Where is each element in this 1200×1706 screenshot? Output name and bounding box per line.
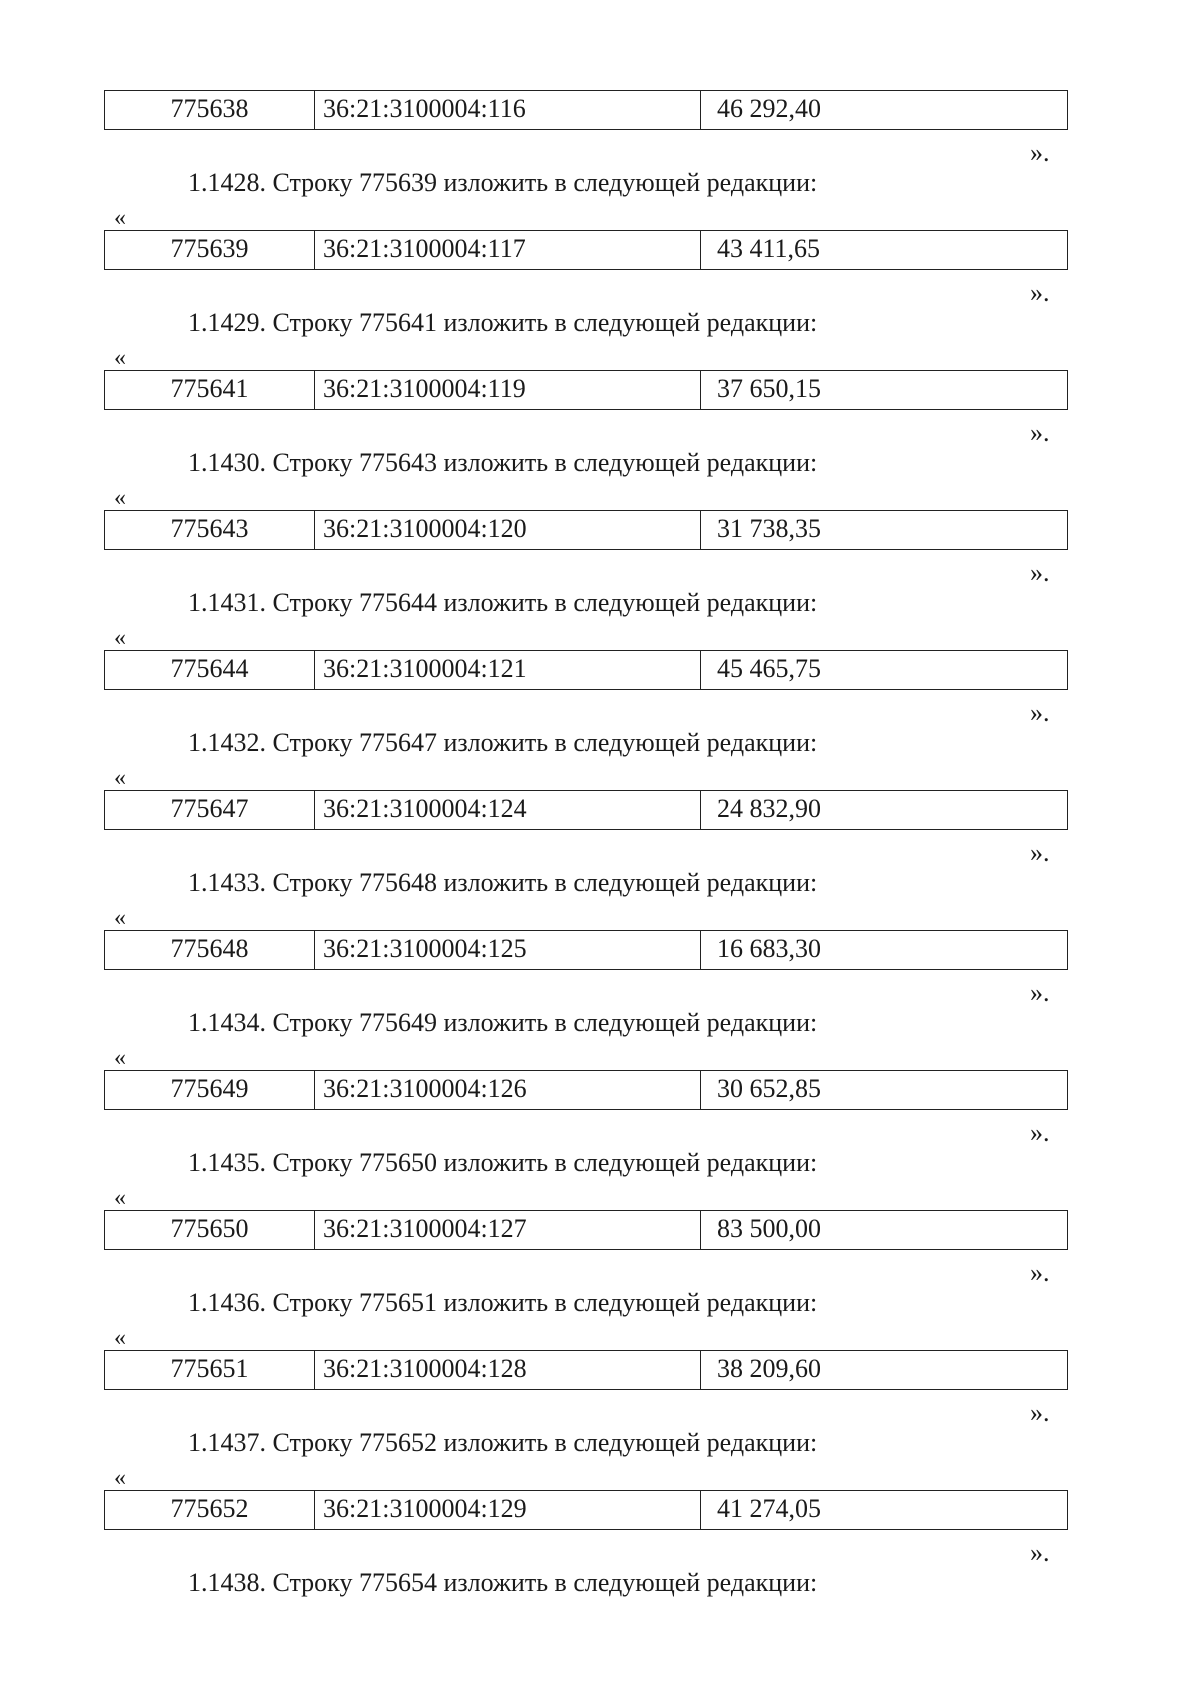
cadastral-number: 36:21:3100004:126 (315, 1071, 701, 1109)
cadastral-number: 36:21:3100004:117 (315, 231, 701, 269)
cadastral-value: 46 292,40 (717, 94, 821, 123)
row-number: 775644 (105, 651, 315, 689)
cadastral-value: 37 650,15 (717, 374, 821, 403)
cadastral-number: 36:21:3100004:124 (315, 791, 701, 829)
instruction-text: 1.1429. Строку 775641 изложить в следующей редакции: (188, 308, 818, 337)
instruction-text: 1.1432. Строку 775647 изложить в следующей редакции: (188, 728, 818, 757)
row-number: 775638 (105, 91, 315, 129)
row-number: 775650 (105, 1211, 315, 1249)
open-quote: « (114, 205, 126, 231)
cadastral-value: 43 411,65 (717, 234, 821, 263)
cadastral-number: 36:21:3100004:121 (315, 651, 701, 689)
open-quote: « (114, 765, 126, 791)
instruction-text: 1.1434. Строку 775649 изложить в следующей редакции: (188, 1008, 818, 1037)
cadastral-number: 36:21:3100004:116 (315, 91, 701, 129)
table-row (104, 1210, 1068, 1250)
close-quote: ». (1030, 1118, 1050, 1147)
open-quote: « (114, 1185, 126, 1211)
row-number: 775643 (105, 511, 315, 549)
table-row (104, 1350, 1068, 1390)
close-quote: ». (1030, 1258, 1050, 1287)
close-quote: ». (1030, 138, 1050, 167)
cadastral-value: 31 738,35 (717, 514, 821, 543)
cadastral-value: 30 652,85 (717, 1074, 821, 1103)
table-row (104, 510, 1068, 550)
close-quote: ». (1030, 418, 1050, 447)
close-quote: ». (1030, 838, 1050, 867)
instruction-text: 1.1433. Строку 775648 изложить в следующей редакции: (188, 868, 818, 897)
row-number: 775649 (105, 1071, 315, 1109)
cadastral-value: 83 500,00 (717, 1214, 821, 1243)
row-number: 775641 (105, 371, 315, 409)
instruction-text: 1.1430. Строку 775643 изложить в следующей редакции: (188, 448, 818, 477)
close-quote: ». (1030, 558, 1050, 587)
cadastral-value: 16 683,30 (717, 934, 821, 963)
close-quote: ». (1030, 278, 1050, 307)
cadastral-number: 36:21:3100004:120 (315, 511, 701, 549)
table-row (104, 90, 1068, 130)
table-row (104, 1070, 1068, 1110)
table-row (104, 370, 1068, 410)
table-row (104, 230, 1068, 270)
open-quote: « (114, 905, 126, 931)
row-number: 775639 (105, 231, 315, 269)
open-quote: « (114, 1045, 126, 1071)
instruction-text: 1.1428. Строку 775639 изложить в следующей редакции: (188, 168, 818, 197)
table-row (104, 930, 1068, 970)
cadastral-value: 38 209,60 (717, 1354, 821, 1383)
instruction-text: 1.1437. Строку 775652 изложить в следующей редакции: (188, 1428, 818, 1457)
table-row (104, 650, 1068, 690)
close-quote: ». (1030, 1398, 1050, 1427)
instruction-text: 1.1438. Строку 775654 изложить в следующей редакции: (188, 1568, 818, 1597)
cadastral-value: 24 832,90 (717, 794, 821, 823)
open-quote: « (114, 625, 126, 651)
instruction-text: 1.1431. Строку 775644 изложить в следующей редакции: (188, 588, 818, 617)
cadastral-number: 36:21:3100004:127 (315, 1211, 701, 1249)
cadastral-number: 36:21:3100004:125 (315, 931, 701, 969)
row-number: 775647 (105, 791, 315, 829)
row-number: 775648 (105, 931, 315, 969)
instruction-text: 1.1435. Строку 775650 изложить в следующей редакции: (188, 1148, 818, 1177)
open-quote: « (114, 1465, 126, 1491)
row-number: 775652 (105, 1491, 315, 1529)
row-number: 775651 (105, 1351, 315, 1389)
cadastral-number: 36:21:3100004:129 (315, 1491, 701, 1529)
table-row (104, 1490, 1068, 1530)
close-quote: ». (1030, 698, 1050, 727)
table-row (104, 790, 1068, 830)
open-quote: « (114, 345, 126, 371)
open-quote: « (114, 485, 126, 511)
close-quote: ». (1030, 1538, 1050, 1567)
cadastral-number: 36:21:3100004:128 (315, 1351, 701, 1389)
close-quote: ». (1030, 978, 1050, 1007)
instruction-text: 1.1436. Строку 775651 изложить в следующей редакции: (188, 1288, 818, 1317)
open-quote: « (114, 1325, 126, 1351)
cadastral-number: 36:21:3100004:119 (315, 371, 701, 409)
cadastral-value: 45 465,75 (717, 654, 821, 683)
cadastral-value: 41 274,05 (717, 1494, 821, 1523)
